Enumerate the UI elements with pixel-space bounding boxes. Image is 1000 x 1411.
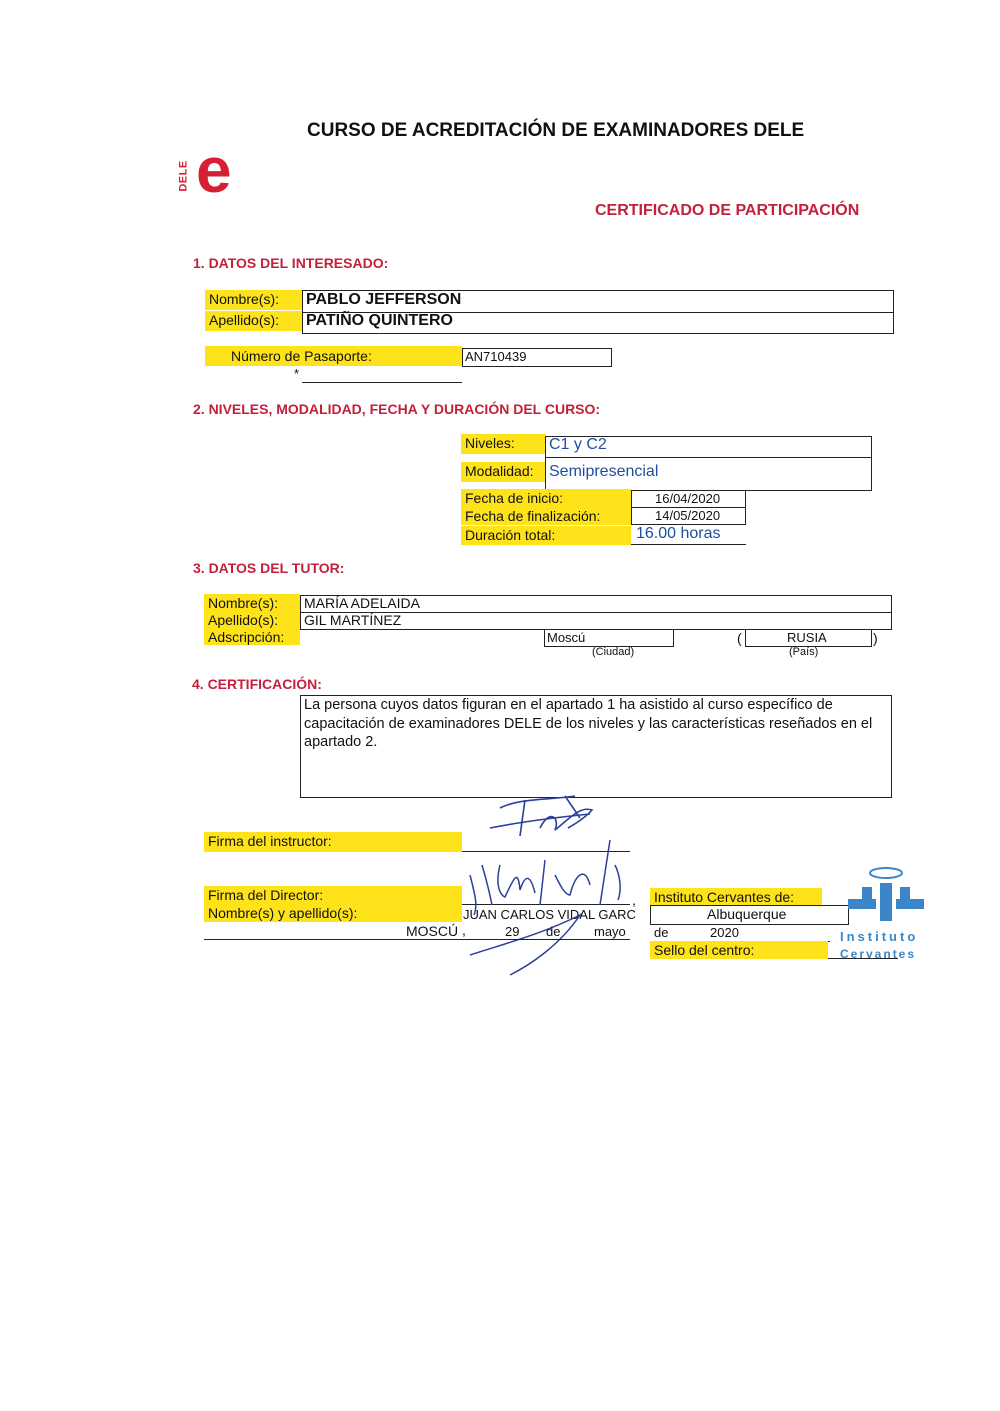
certificate-subtitle: CERTIFICADO DE PARTICIPACIÓN [595, 202, 860, 219]
date-de1: de [546, 924, 561, 939]
modalidad-label: Modalidad: [461, 462, 546, 482]
ciudad-caption: (Ciudad) [592, 646, 635, 658]
director-signature [460, 835, 640, 980]
section4-heading: 4. CERTIFICACIÓN: [192, 676, 322, 692]
ciudad-value: Moscú [547, 630, 586, 645]
duracion-label: Duración total: [461, 526, 631, 545]
tutor-apellido-label: Apellido(s): [204, 611, 300, 628]
pasaporte-label: Número de Pasaporte: [231, 348, 372, 364]
section2-heading: 2. NIVELES, MODALIDAD, FECHA Y DURACIÓN DEL CURSO: [193, 401, 601, 417]
adscripcion-label: Adscripción: [204, 628, 300, 645]
instructor-label: Firma del instructor: [204, 832, 462, 852]
section3-heading: 3. DATOS DEL TUTOR: [193, 560, 345, 576]
sello-label: Sello del centro: [650, 941, 828, 959]
date-city: MOSCÚ [406, 923, 459, 939]
instituto-value: Albuquerque [707, 906, 787, 922]
modalidad-value: Semipresencial [549, 463, 659, 480]
tutor-nombre-label: Nombre(s): [204, 594, 300, 611]
date-month: mayo [594, 924, 626, 939]
duracion-value: 16.00 horas [636, 525, 721, 542]
section1-heading: 1. DATOS DEL INTERESADO: [193, 255, 389, 271]
fin-label: Fecha de finalización: [461, 507, 631, 525]
apellido-label: Apellido(s): [205, 311, 302, 331]
year-de: de [654, 925, 669, 940]
year-value: 2020 [710, 925, 739, 940]
cervantes-emblem-icon [838, 865, 933, 925]
niveles-label: Niveles: [461, 434, 546, 454]
pais-value: RUSIA [787, 630, 827, 645]
date-underline [204, 939, 630, 940]
instituto-label: Instituto Cervantes de: [650, 888, 822, 906]
pasaporte-label-bar [205, 346, 462, 366]
tutor-nombre-value: MARÍA ADELAIDA [304, 595, 420, 611]
apellido-value: PATIÑO QUINTERO [306, 312, 453, 329]
niveles-value: C1 y C2 [549, 436, 607, 453]
pasaporte-asterisk: * [294, 366, 300, 381]
date-comma: , [462, 922, 466, 938]
nombre-value: PABLO JEFFERSON [306, 291, 462, 308]
stamp-text-line1: Instituto [840, 929, 919, 944]
dele-logo-small-text: DELE [177, 160, 190, 192]
instituto-cervantes-logo [838, 865, 933, 965]
dele-logo [177, 134, 250, 212]
inicio-label: Fecha de inicio: [461, 489, 631, 507]
pais-caption: (País) [789, 646, 819, 658]
duracion-underline [631, 544, 746, 545]
pais-open-paren: ( [737, 630, 742, 646]
stamp-text-line2: Cervantes [840, 947, 917, 961]
director-comma: , [632, 892, 636, 908]
director-label: Firma del Director: [204, 886, 462, 904]
date-day: 29 [505, 924, 520, 939]
nombre-label: Nombre(s): [205, 290, 302, 310]
pasaporte-value: AN710439 [465, 349, 527, 364]
certificacion-text: La persona cuyos datos figuran en el apartado 1 ha asistido al curso específico de capacitación de examinadores DELE de los niveles y las características reseñados en el apartado 2. [304, 697, 873, 750]
inicio-value: 16/04/2020 [655, 491, 721, 506]
director-nombre-label: Nombre(s) y apellido(s): [204, 904, 462, 922]
pasaporte-underline [302, 382, 462, 383]
tutor-apellido-value: GIL MARTÍNEZ [304, 612, 402, 628]
pais-close-paren: ) [873, 630, 878, 646]
dele-logo-letter: e [196, 134, 232, 206]
fin-value: 14/05/2020 [655, 508, 721, 523]
page-title: CURSO DE ACREDITACIÓN DE EXAMINADORES DELE [307, 120, 805, 141]
director-name: JUAN CARLOS VIDAL GARC [463, 907, 636, 922]
